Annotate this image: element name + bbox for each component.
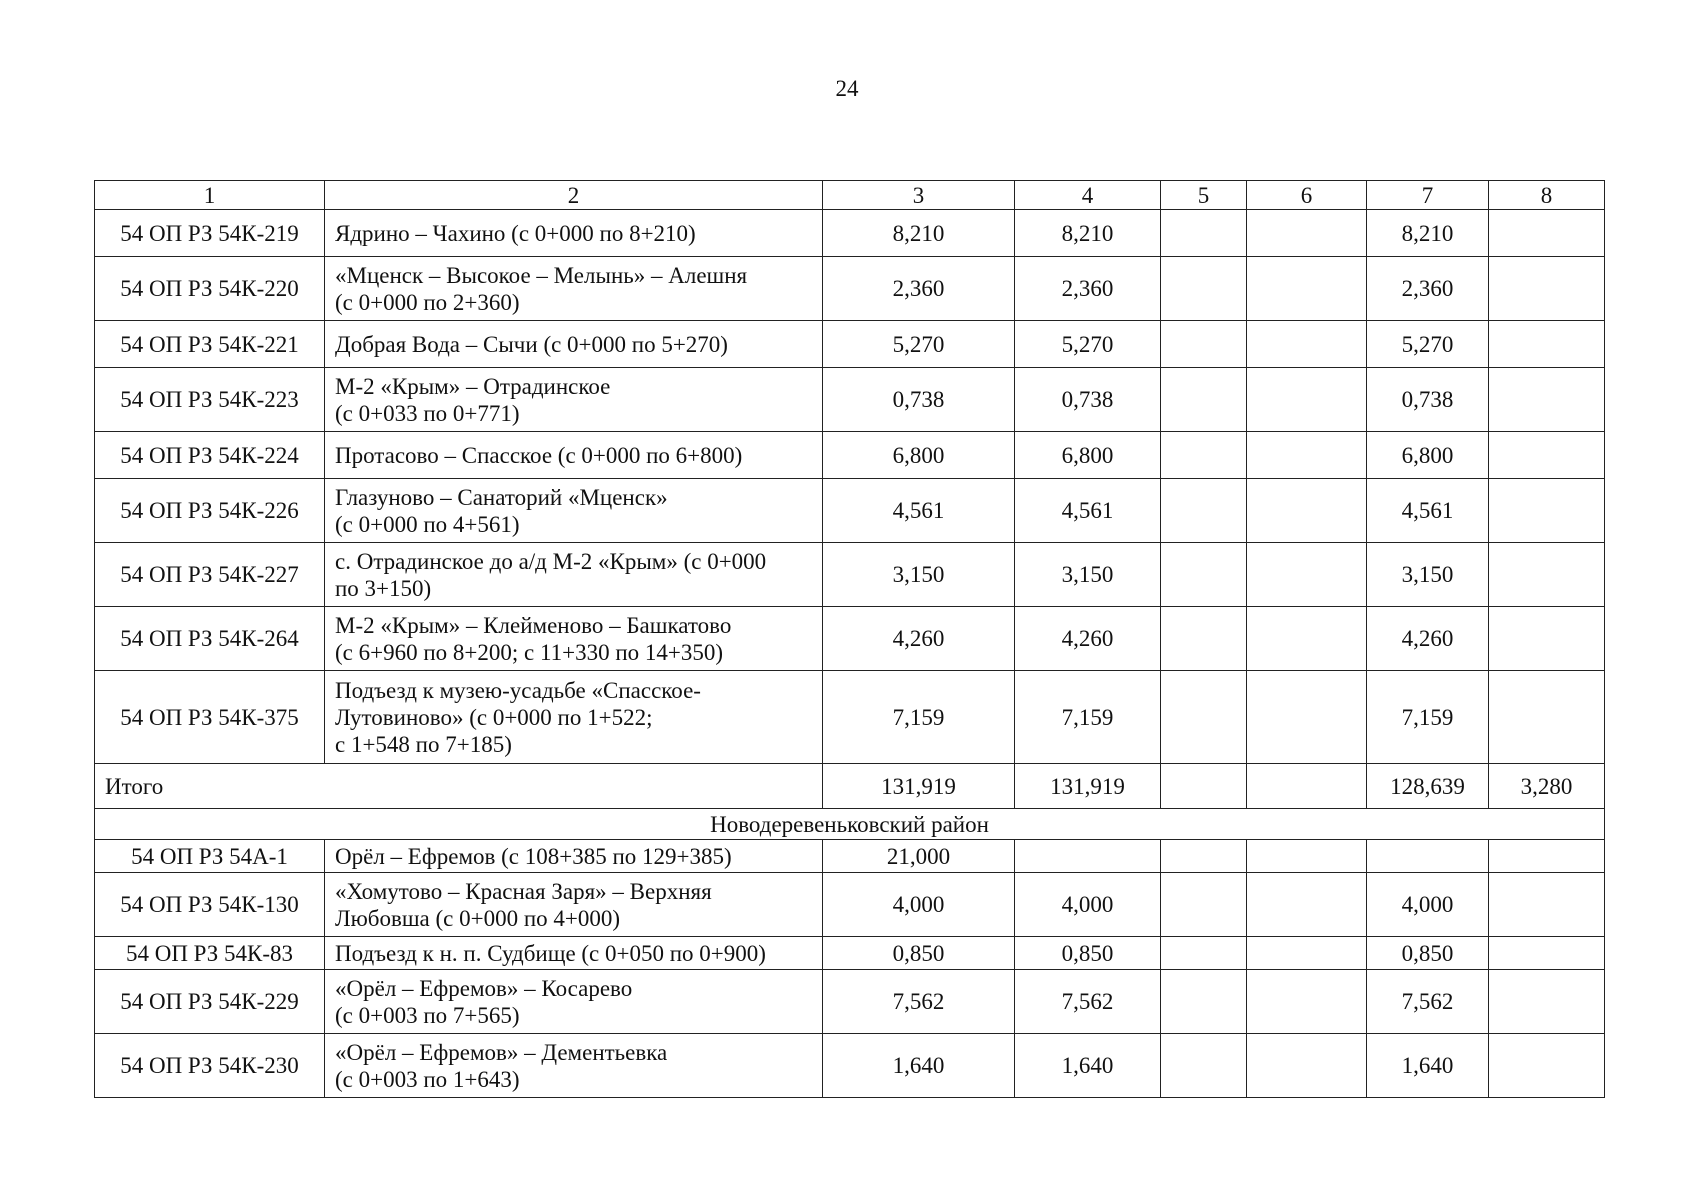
table-row [95,937,1605,970]
road-name [325,1034,823,1098]
road-name-line: (с 0+000 по 4+561) [335,511,520,537]
value-c4: 3,150 [1015,543,1161,607]
value-c4: 4,561 [1015,479,1161,543]
total-c8: 3,280 [1489,764,1605,809]
value-c7: 7,159 [1367,671,1489,764]
value-c8 [1489,970,1605,1034]
value-c3: 4,000 [823,873,1015,937]
value-c5 [1161,607,1247,671]
table-row [95,321,1605,368]
value-c6 [1247,671,1367,764]
header-col-4: 4 [1015,181,1161,210]
value-c7: 6,800 [1367,432,1489,479]
value-c8 [1489,840,1605,873]
table-row [95,873,1605,937]
road-name [325,671,823,764]
value-c5 [1161,543,1247,607]
value-c3: 6,800 [823,432,1015,479]
value-c4: 5,270 [1015,321,1161,368]
table-row [95,671,1605,764]
value-c6 [1247,432,1367,479]
road-name-line: с. Отрадинское до а/д М-2 «Крым» (с 0+000 [335,548,767,574]
value-c6 [1247,210,1367,257]
total-label: Итого [95,764,823,809]
road-code: 54 ОП РЗ 54А-1 [95,840,325,873]
value-c3: 3,150 [823,543,1015,607]
value-c7: 2,360 [1367,257,1489,321]
value-c3: 7,562 [823,970,1015,1034]
value-c7 [1367,840,1489,873]
value-c8 [1489,671,1605,764]
total-c5 [1161,764,1247,809]
value-c5 [1161,210,1247,257]
road-code: 54 ОП РЗ 54К-224 [95,432,325,479]
road-name-line: М-2 «Крым» – Клейменово – Башкатово [335,612,732,638]
value-c4: 0,738 [1015,368,1161,432]
total-c7: 128,639 [1367,764,1489,809]
value-c8 [1489,1034,1605,1098]
value-c8 [1489,937,1605,970]
road-name-line: по 3+150) [335,575,432,601]
header-col-8: 8 [1489,181,1605,210]
value-c6 [1247,368,1367,432]
value-c5 [1161,479,1247,543]
road-name-line: Подъезд к музею-усадьбе «Спасское- [335,677,701,703]
value-c3: 8,210 [823,210,1015,257]
value-c4: 8,210 [1015,210,1161,257]
value-c5 [1161,970,1247,1034]
road-name [325,368,823,432]
total-c3: 131,919 [823,764,1015,809]
value-c8 [1489,321,1605,368]
value-c8 [1489,873,1605,937]
value-c7: 4,000 [1367,873,1489,937]
value-c4: 7,562 [1015,970,1161,1034]
road-name-line: М-2 «Крым» – Отрадинское [335,373,611,399]
value-c6 [1247,937,1367,970]
header-col-2: 2 [325,181,823,210]
table-body [95,210,1605,1098]
road-code: 54 ОП РЗ 54К-264 [95,607,325,671]
district-title: Новодеревеньковский район [95,809,1605,840]
value-c4: 6,800 [1015,432,1161,479]
road-name-line: Подъезд к н. п. Судбище (с 0+050 по 0+900) [335,940,766,966]
value-c7: 0,738 [1367,368,1489,432]
road-name [325,479,823,543]
value-c4: 1,640 [1015,1034,1161,1098]
value-c6 [1247,970,1367,1034]
road-name-line: с 1+548 по 7+185) [335,731,512,757]
road-code: 54 ОП РЗ 54К-221 [95,321,325,368]
value-c5 [1161,840,1247,873]
road-code: 54 ОП РЗ 54К-219 [95,210,325,257]
road-name-line: Орёл – Ефремов (с 108+385 по 129+385) [335,843,732,869]
value-c8 [1489,210,1605,257]
total-row [95,764,1605,809]
value-c7: 3,150 [1367,543,1489,607]
value-c5 [1161,937,1247,970]
header-col-5: 5 [1161,181,1247,210]
value-c3: 4,561 [823,479,1015,543]
road-name-line: Протасово – Спасское (с 0+000 по 6+800) [335,442,743,468]
header-row [95,181,1605,210]
road-name-line: (с 0+033 по 0+771) [335,400,520,426]
value-c7: 5,270 [1367,321,1489,368]
value-c4: 0,850 [1015,937,1161,970]
value-c6 [1247,840,1367,873]
value-c6 [1247,479,1367,543]
value-c8 [1489,479,1605,543]
value-c5 [1161,873,1247,937]
road-name [325,937,823,970]
road-code: 54 ОП РЗ 54К-229 [95,970,325,1034]
road-name-line: Любовша (с 0+000 по 4+000) [335,905,621,931]
road-code: 54 ОП РЗ 54К-130 [95,873,325,937]
header-col-6: 6 [1247,181,1367,210]
road-name-line: «Орёл – Ефремов» – Косарево [335,975,633,1001]
value-c7: 8,210 [1367,210,1489,257]
road-code: 54 ОП РЗ 54К-226 [95,479,325,543]
value-c5 [1161,368,1247,432]
value-c6 [1247,543,1367,607]
header-col-1: 1 [95,181,325,210]
value-c4 [1015,840,1161,873]
road-code: 54 ОП РЗ 54К-220 [95,257,325,321]
header-col-3: 3 [823,181,1015,210]
roads-table [94,180,1605,1098]
road-name [325,970,823,1034]
table-row [95,479,1605,543]
value-c3: 0,738 [823,368,1015,432]
road-code: 54 ОП РЗ 54К-227 [95,543,325,607]
value-c3: 4,260 [823,607,1015,671]
value-c7: 1,640 [1367,1034,1489,1098]
value-c6 [1247,321,1367,368]
road-name-line: «Орёл – Ефремов» – Дементьевка [335,1039,668,1065]
total-c6 [1247,764,1367,809]
value-c3: 21,000 [823,840,1015,873]
value-c6 [1247,607,1367,671]
table-row [95,543,1605,607]
road-name-line: «Хомутово – Красная Заря» – Верхняя [335,878,712,904]
road-name [325,543,823,607]
road-name [325,432,823,479]
table-row [95,210,1605,257]
value-c8 [1489,368,1605,432]
road-name [325,257,823,321]
page-number: 24 [835,76,859,101]
district-row [95,809,1605,840]
road-name [325,873,823,937]
value-c5 [1161,1034,1247,1098]
road-name-line: Ядрино – Чахино (с 0+000 по 8+210) [335,220,696,246]
value-c3: 0,850 [823,937,1015,970]
value-c6 [1247,257,1367,321]
table-row [95,840,1605,873]
value-c5 [1161,671,1247,764]
table-row [95,368,1605,432]
value-c6 [1247,873,1367,937]
value-c8 [1489,257,1605,321]
header-col-7: 7 [1367,181,1489,210]
table-row [95,1034,1605,1098]
value-c7: 7,562 [1367,970,1489,1034]
value-c4: 7,159 [1015,671,1161,764]
road-code: 54 ОП РЗ 54К-223 [95,368,325,432]
value-c6 [1247,1034,1367,1098]
value-c8 [1489,432,1605,479]
table-row [95,970,1605,1034]
road-name [325,607,823,671]
road-name [325,321,823,368]
value-c8 [1489,543,1605,607]
table-row [95,257,1605,321]
value-c3: 2,360 [823,257,1015,321]
value-c3: 1,640 [823,1034,1015,1098]
value-c5 [1161,432,1247,479]
road-code: 54 ОП РЗ 54К-83 [95,937,325,970]
road-code: 54 ОП РЗ 54К-375 [95,671,325,764]
value-c3: 5,270 [823,321,1015,368]
road-name-line: «Мценск – Высокое – Мелынь» – Алешня [335,262,748,288]
total-c4: 131,919 [1015,764,1161,809]
road-name-line: (с 0+003 по 7+565) [335,1002,520,1028]
road-name-line: (с 6+960 по 8+200; с 11+330 по 14+350) [335,639,724,665]
value-c5 [1161,257,1247,321]
value-c3: 7,159 [823,671,1015,764]
value-c7: 0,850 [1367,937,1489,970]
road-code: 54 ОП РЗ 54К-230 [95,1034,325,1098]
road-name [325,210,823,257]
value-c4: 2,360 [1015,257,1161,321]
road-name-line: Глазуново – Санаторий «Мценск» [335,484,668,510]
value-c8 [1489,607,1605,671]
table-row [95,432,1605,479]
value-c7: 4,561 [1367,479,1489,543]
value-c5 [1161,321,1247,368]
value-c4: 4,260 [1015,607,1161,671]
road-name-line: Добрая Вода – Сычи (с 0+000 по 5+270) [335,331,728,357]
table-row [95,607,1605,671]
value-c4: 4,000 [1015,873,1161,937]
road-name-line: Лутовиново» (с 0+000 по 1+522; [335,704,653,730]
road-name-line: (с 0+000 по 2+360) [335,289,520,315]
road-name [325,840,823,873]
value-c7: 4,260 [1367,607,1489,671]
road-name-line: (с 0+003 по 1+643) [335,1066,520,1092]
